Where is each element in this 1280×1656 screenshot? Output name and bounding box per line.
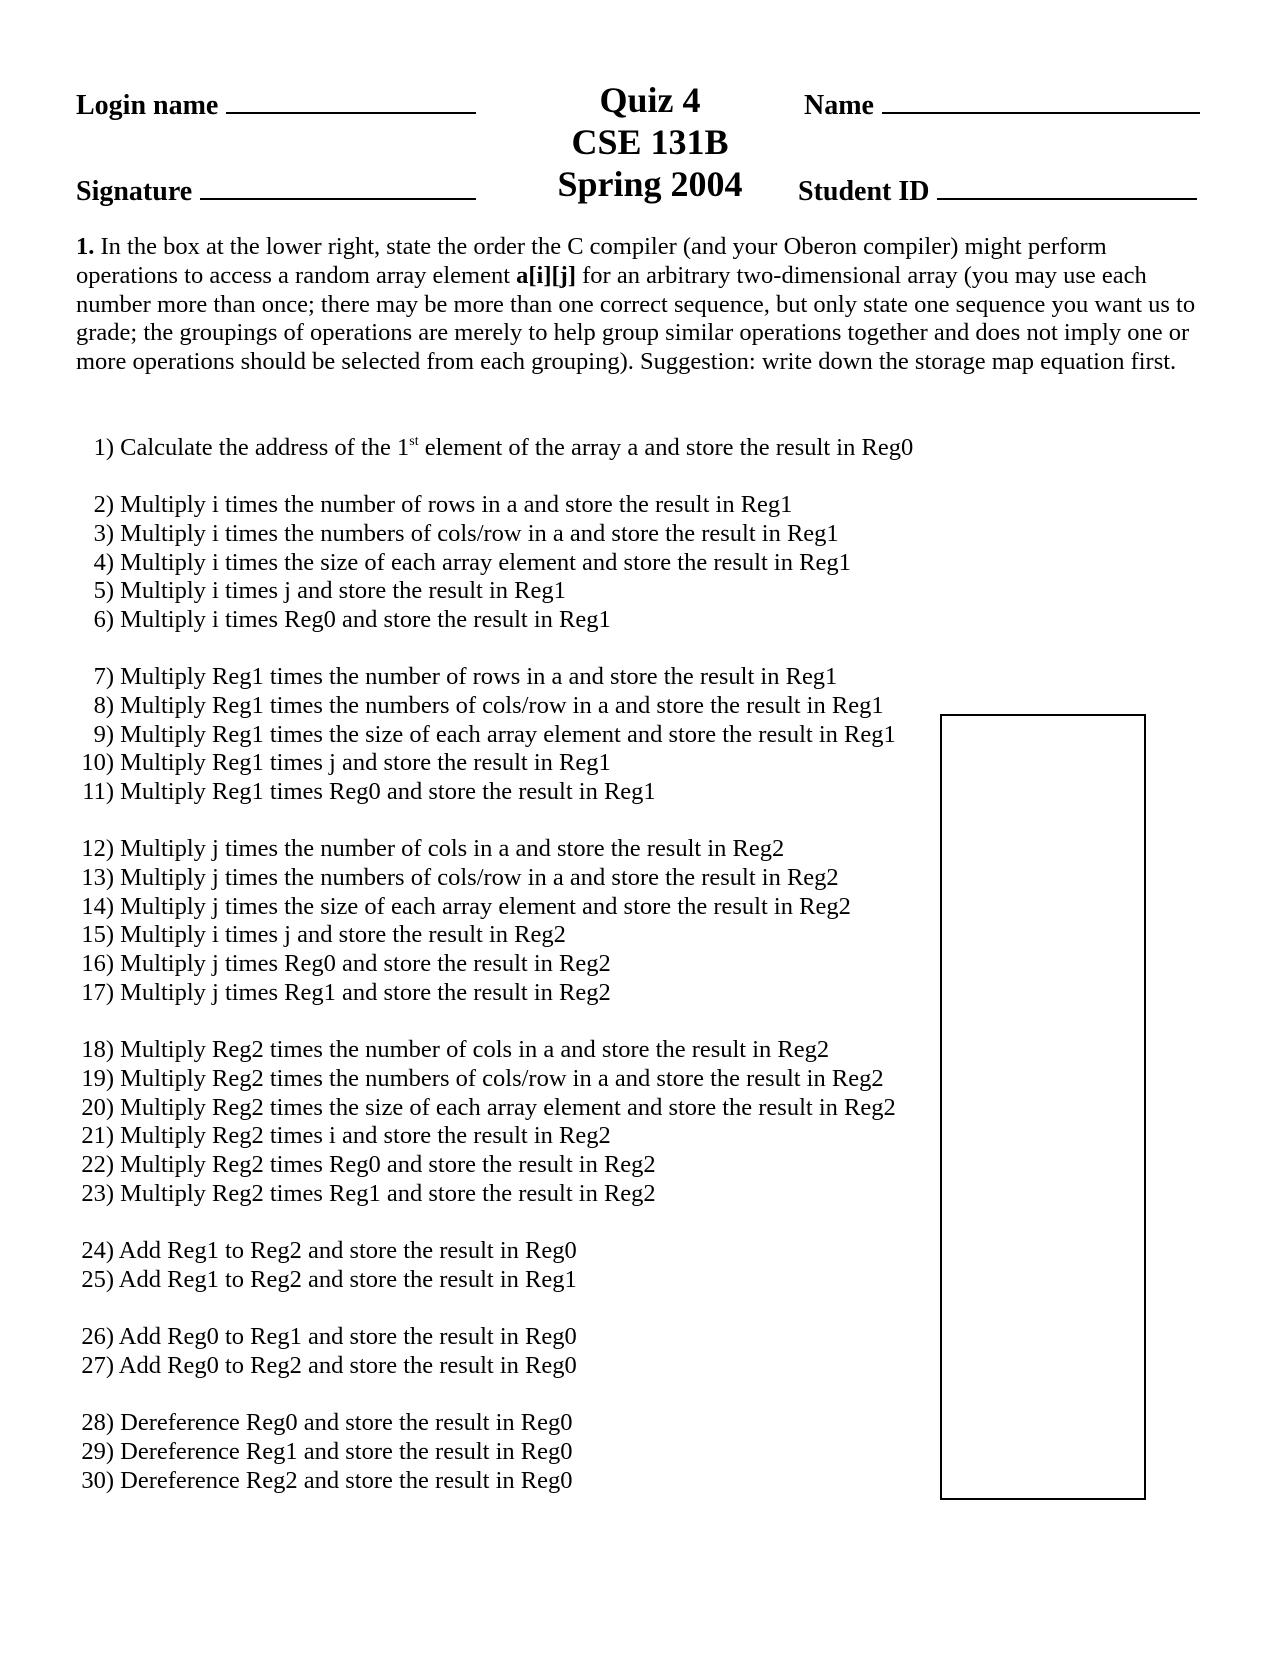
option-number: 1) xyxy=(93,434,114,461)
student-id-blank[interactable] xyxy=(937,174,1197,200)
option-text: Multiply i times the size of each array element and store the result in Reg1 xyxy=(120,548,851,576)
option-number: 27) xyxy=(81,1351,114,1379)
option-number: 23) xyxy=(81,1180,114,1207)
option-23 xyxy=(76,1180,656,1209)
option-text: Dereference Reg0 and store the result in Reg0 xyxy=(120,1409,573,1436)
option-9 xyxy=(76,721,896,750)
option-8 xyxy=(76,692,884,721)
option-13 xyxy=(76,864,839,893)
name-field xyxy=(804,88,1200,120)
option-number: 29) xyxy=(81,1437,114,1465)
option-number: 30) xyxy=(81,1466,114,1494)
option-text: Multiply Reg2 times i and store the result in Reg2 xyxy=(120,1122,611,1150)
option-text: Multiply i times the number of rows in a and store the result in Reg1 xyxy=(120,491,793,518)
question-text-after: for an arbitrary two-dimensional array (you may use each number more than once; there may be more than one correct sequence, but only state one sequence you want us to grade; the groupings of operations are merely to help group similar operations together and does not imply one or more operations should be selected from each grouping). Suggestion: write down the storage map equation first. xyxy=(76,261,1196,376)
signature-blank[interactable] xyxy=(200,174,476,200)
option-number: 8) xyxy=(93,691,114,719)
option-17 xyxy=(76,979,611,1008)
option-text: Add Reg1 to Reg2 and store the result in Reg1 xyxy=(118,1265,577,1293)
option-text: Multiply Reg1 times the size of each array element and store the result in Reg1 xyxy=(120,720,896,748)
option-text: Dereference Reg2 and store the result in Reg0 xyxy=(120,1466,573,1494)
option-text: Multiply j times the number of cols in a and store the result in Reg2 xyxy=(120,835,785,862)
option-7 xyxy=(76,663,837,692)
option-3 xyxy=(76,520,839,549)
option-number: 15) xyxy=(81,921,114,949)
option-text: Multiply Reg2 times the size of each array element and store the result in Reg2 xyxy=(120,1093,896,1121)
course-title: CSE 131B xyxy=(571,122,729,162)
option-text: Multiply j times the size of each array element and store the result in Reg2 xyxy=(120,892,851,920)
option-text: Multiply Reg2 times the number of cols in a and store the result in Reg2 xyxy=(120,1036,830,1063)
option-number: 7) xyxy=(93,663,114,690)
option-text: Multiply Reg1 times Reg0 and store the result in Reg1 xyxy=(120,778,656,806)
option-number: 11) xyxy=(82,778,114,806)
option-number: 20) xyxy=(81,1093,114,1121)
term-title: Spring 2004 xyxy=(557,164,743,204)
option-1 xyxy=(76,434,913,463)
option-text: Multiply Reg2 times Reg0 and store the result in Reg2 xyxy=(120,1151,656,1179)
student-id-field xyxy=(798,174,1197,206)
option-number: 17) xyxy=(81,979,114,1006)
option-text: Add Reg1 to Reg2 and store the result in Reg0 xyxy=(118,1237,577,1264)
question-text-before: In the box at the lower right, state the order the C compiler (and your Oberon compiler) might perform operations to access a random array element xyxy=(76,233,1107,289)
option-number: 14) xyxy=(81,892,114,920)
option-5 xyxy=(76,577,566,606)
option-26 xyxy=(76,1323,577,1352)
option-text: Add Reg0 to Reg2 and store the result in Reg0 xyxy=(118,1351,577,1379)
option-number: 19) xyxy=(81,1064,114,1092)
name-label: Name xyxy=(804,90,874,121)
option-text-before: Calculate the address of the 1 xyxy=(120,434,410,461)
option-text-after: element of the array a and store the result in Reg0 xyxy=(418,434,914,461)
answer-box[interactable] xyxy=(940,714,1146,1500)
option-28 xyxy=(76,1409,573,1438)
option-10 xyxy=(76,749,611,778)
option-superscript: st xyxy=(409,434,419,449)
option-number: 6) xyxy=(93,606,114,634)
option-number: 3) xyxy=(93,519,114,547)
option-30 xyxy=(76,1467,573,1496)
option-text: Multiply Reg1 times j and store the result in Reg1 xyxy=(120,749,611,777)
option-number: 25) xyxy=(81,1265,114,1293)
option-text: Multiply j times the numbers of cols/row in a and store the result in Reg2 xyxy=(120,863,839,891)
option-text: Multiply j times Reg0 and store the result in Reg2 xyxy=(120,950,611,978)
option-text: Multiply i times the numbers of cols/row in a and store the result in Reg1 xyxy=(120,519,839,547)
option-number: 5) xyxy=(93,577,114,605)
option-number: 2) xyxy=(93,491,114,518)
option-number: 4) xyxy=(93,548,114,576)
name-blank[interactable] xyxy=(882,88,1200,114)
option-number: 16) xyxy=(81,950,114,978)
option-14 xyxy=(76,893,851,922)
question-number: 1. xyxy=(76,233,95,260)
question-element: a[i][j] xyxy=(516,261,576,289)
option-number: 18) xyxy=(81,1036,114,1063)
quiz-title: Quiz 4 xyxy=(599,80,701,120)
option-15 xyxy=(76,921,566,950)
option-number: 28) xyxy=(81,1409,114,1436)
option-text: Multiply Reg2 times the numbers of cols/row in a and store the result in Reg2 xyxy=(120,1064,884,1092)
option-number: 24) xyxy=(81,1237,114,1264)
option-18 xyxy=(76,1036,829,1065)
option-text: Multiply i times j and store the result in Reg1 xyxy=(120,577,566,605)
login-name-blank[interactable] xyxy=(226,88,476,114)
option-text: Multiply i times Reg0 and store the result in Reg1 xyxy=(120,606,611,634)
option-19 xyxy=(76,1065,884,1094)
option-number: 26) xyxy=(81,1323,114,1350)
option-text: Multiply Reg1 times the number of rows in a and store the result in Reg1 xyxy=(120,663,838,690)
student-id-label: Student ID xyxy=(798,176,930,207)
option-text: Multiply Reg1 times the numbers of cols/row in a and store the result in Reg1 xyxy=(120,691,884,719)
option-12 xyxy=(76,835,784,864)
option-text: Multiply j times Reg1 and store the result in Reg2 xyxy=(120,979,611,1006)
option-20 xyxy=(76,1094,896,1123)
option-16 xyxy=(76,950,611,979)
option-11 xyxy=(76,778,656,807)
option-6 xyxy=(76,606,611,635)
option-number: 9) xyxy=(93,720,114,748)
signature-field xyxy=(76,174,476,206)
option-text: Dereference Reg1 and store the result in Reg0 xyxy=(120,1437,573,1465)
option-24 xyxy=(76,1237,577,1266)
option-number: 12) xyxy=(81,835,114,862)
option-number: 13) xyxy=(81,863,114,891)
option-number: 22) xyxy=(81,1151,114,1179)
option-text: Add Reg0 to Reg1 and store the result in Reg0 xyxy=(118,1323,577,1350)
option-text: Multiply Reg2 times Reg1 and store the result in Reg2 xyxy=(120,1180,656,1207)
option-2 xyxy=(76,491,792,520)
option-text: Multiply i times j and store the result in Reg2 xyxy=(120,921,566,949)
option-22 xyxy=(76,1151,656,1180)
option-25 xyxy=(76,1266,577,1295)
option-21 xyxy=(76,1122,611,1151)
option-27 xyxy=(76,1352,577,1381)
login-name-field xyxy=(76,88,476,120)
login-name-label: Login name xyxy=(76,90,219,121)
option-29 xyxy=(76,1438,573,1467)
option-4 xyxy=(76,549,851,578)
option-number: 10) xyxy=(81,749,114,777)
signature-label: Signature xyxy=(76,176,193,207)
option-number: 21) xyxy=(81,1122,114,1150)
question-text xyxy=(76,233,1206,377)
